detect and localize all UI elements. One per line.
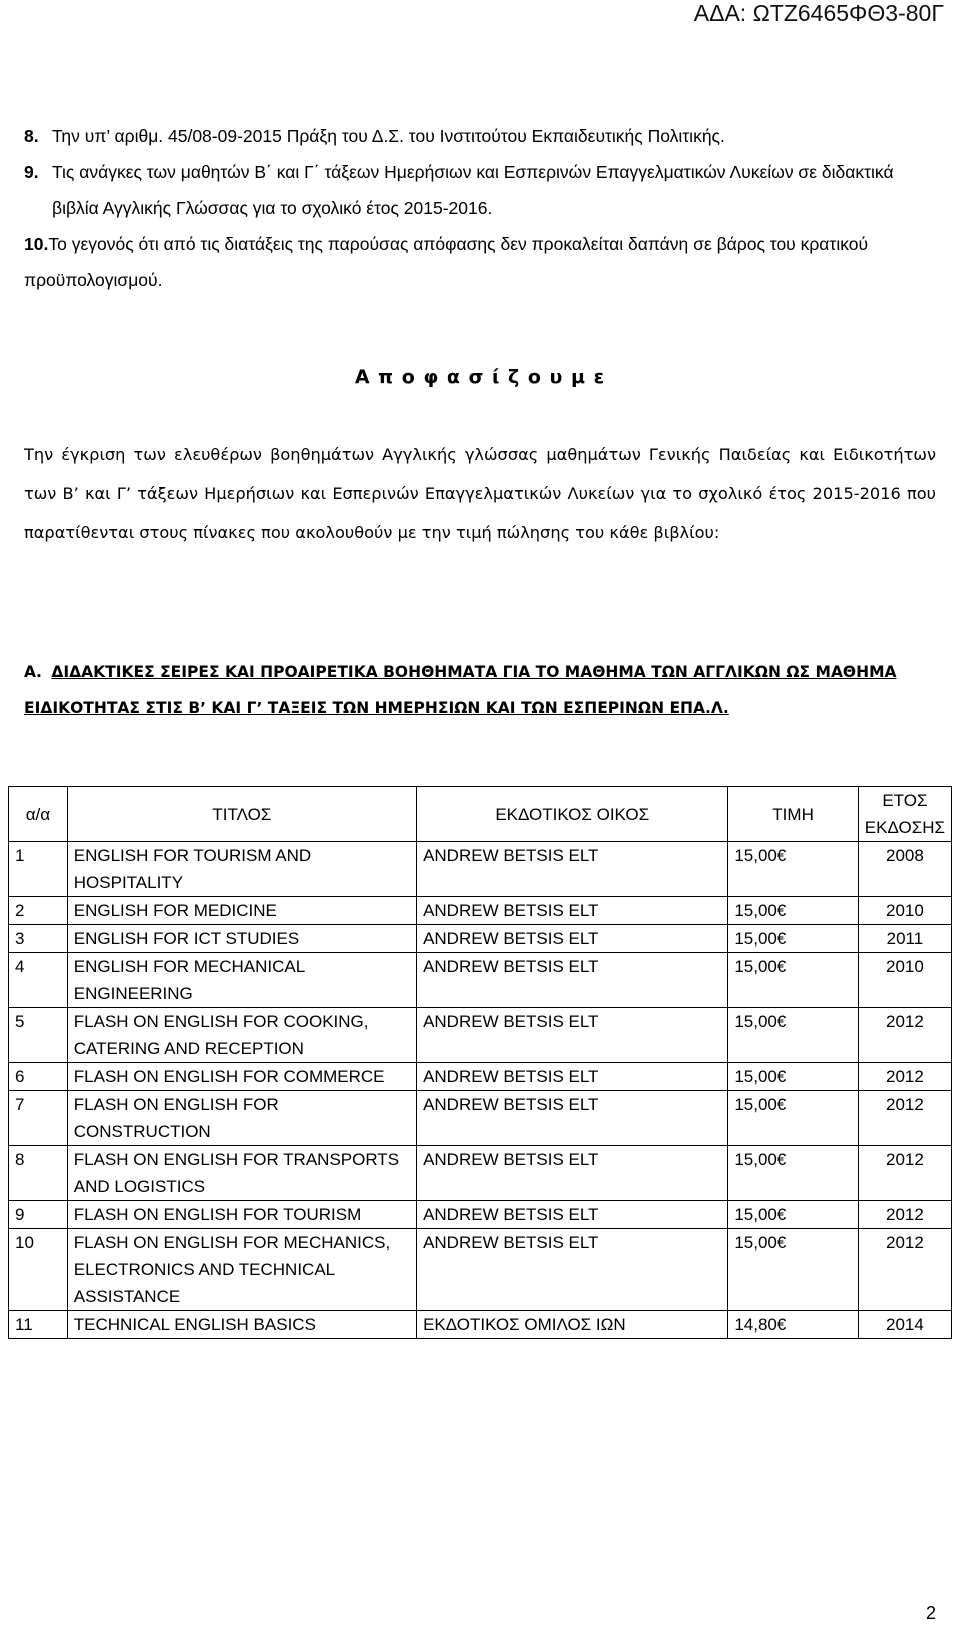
cell-title: FLASH ON ENGLISH FOR COMMERCE <box>67 1063 416 1091</box>
table-row <box>9 1063 952 1091</box>
cell-title: FLASH ON ENGLISH FOR TOURISM <box>67 1201 416 1229</box>
table-row <box>9 1229 952 1311</box>
cell-aa: 7 <box>9 1091 68 1146</box>
cell-price: 15,00€ <box>728 1229 858 1311</box>
cell-title: ENGLISH FOR MEDICINE <box>67 897 416 925</box>
section-letter: Α. <box>24 663 42 681</box>
header-year-line1: ΕΤΟΣ <box>882 791 928 810</box>
cell-publisher: ANDREW BETSIS ELT <box>417 1008 728 1063</box>
cell-publisher: ANDREW BETSIS ELT <box>417 1201 728 1229</box>
section-title-text: ΔΙΔΑΚΤΙΚΕΣ ΣΕΙΡΕΣ ΚΑΙ ΠΡΟΑΙΡΕΤΙΚΑ ΒΟΗΘΗΜΑΤΑ ΓΙΑ ΤΟ ΜΑΘΗΜΑ ΤΩΝ ΑΓΓΛΙΚΩΝ ΩΣ ΜΑΘΗΜΑ ΕΙΔΙΚΟΤΗΤΑΣ ΣΤΙΣ Β’ ΚΑΙ Γ’ ΤΑΞΕΙΣ ΤΩΝ ΗΜΕΡΗΣΙΩΝ ΚΑΙ ΤΩΝ ΕΣΠΕΡΙΝΩΝ ΕΠΑ.Λ. <box>24 663 897 717</box>
table-row <box>9 1091 952 1146</box>
table-row <box>9 1311 952 1339</box>
item-number: 9. <box>24 162 39 182</box>
item-text: Τις ανάγκες των μαθητών Β΄ και Γ΄ τάξεων Ημερήσιων και Εσπερινών Επαγγελματικών Λυκείων σε διδακτικά βιβλία Αγγλικής Γλώσσας για το σχολικό έτος 2015-2016. <box>52 162 894 218</box>
decision-paragraph: Την έγκριση των ελευθέρων βοηθημάτων Αγγλικής γλώσσας μαθημάτων Γενικής Παιδείας και Ειδικοτήτων των Β’ και Γ’ τάξεων Ημερήσιων και Εσπερινών Επαγγελματικών Λυκείων για το σχολικό έτος 2015-2016 που παρατίθενται στους πίνακες που ακολουθούν με την τιμή πώλησης του κάθε βιβλίου: <box>24 445 936 542</box>
cell-aa: 5 <box>9 1008 68 1063</box>
cell-publisher: ANDREW BETSIS ELT <box>417 897 728 925</box>
cell-price: 15,00€ <box>728 897 858 925</box>
cell-aa: 9 <box>9 1201 68 1229</box>
table-row <box>9 897 952 925</box>
considerations-list <box>24 118 936 298</box>
cell-year: 2012 <box>858 1008 951 1063</box>
header-aa: α/α <box>9 787 68 842</box>
table-header-row <box>9 787 952 842</box>
item-number: 10. <box>24 234 49 254</box>
consideration-item <box>24 226 936 298</box>
cell-aa: 6 <box>9 1063 68 1091</box>
cell-year: 2014 <box>858 1311 951 1339</box>
cell-year: 2012 <box>858 1229 951 1311</box>
cell-price: 15,00€ <box>728 1063 858 1091</box>
item-text: Το γεγονός ότι από τις διατάξεις της παρούσας απόφασης δεν προκαλείται δαπάνη σε βάρος του κρατικού προϋπολογισμού. <box>24 234 869 290</box>
cell-aa: 10 <box>9 1229 68 1311</box>
cell-year: 2010 <box>858 953 951 1008</box>
table-row <box>9 953 952 1008</box>
cell-aa: 11 <box>9 1311 68 1339</box>
cell-title: FLASH ON ENGLISH FOR MECHANICS, ELECTRONICS AND TECHNICAL ASSISTANCE <box>67 1229 416 1311</box>
cell-aa: 1 <box>9 842 68 897</box>
cell-aa: 4 <box>9 953 68 1008</box>
table-row <box>9 842 952 897</box>
table-row <box>9 1201 952 1229</box>
item-number: 8. <box>24 126 39 146</box>
table-row <box>9 1146 952 1201</box>
decision-heading: Α π ο φ α σ ί ζ ο υ μ ε <box>354 366 606 388</box>
cell-price: 15,00€ <box>728 1091 858 1146</box>
cell-aa: 8 <box>9 1146 68 1201</box>
cell-title: FLASH ON ENGLISH FOR TRANSPORTS AND LOGISTICS <box>67 1146 416 1201</box>
cell-price: 14,80€ <box>728 1311 858 1339</box>
cell-price: 15,00€ <box>728 953 858 1008</box>
cell-publisher: ANDREW BETSIS ELT <box>417 953 728 1008</box>
table-row <box>9 1008 952 1063</box>
cell-price: 15,00€ <box>728 842 858 897</box>
cell-aa: 2 <box>9 897 68 925</box>
consideration-item <box>24 118 936 154</box>
header-title: ΤΙΤΛΟΣ <box>67 787 416 842</box>
cell-aa: 3 <box>9 925 68 953</box>
books-table <box>8 786 952 1339</box>
header-year <box>858 787 951 842</box>
header-price: ΤΙΜΗ <box>728 787 858 842</box>
cell-year: 2012 <box>858 1146 951 1201</box>
cell-price: 15,00€ <box>728 1201 858 1229</box>
cell-price: 15,00€ <box>728 925 858 953</box>
cell-title: TECHNICAL ENGLISH BASICS <box>67 1311 416 1339</box>
cell-title: ENGLISH FOR TOURISM AND HOSPITALITY <box>67 842 416 897</box>
cell-year: 2012 <box>858 1091 951 1146</box>
cell-title: FLASH ON ENGLISH FOR COOKING, CATERING AND RECEPTION <box>67 1008 416 1063</box>
cell-title: ENGLISH FOR ICT STUDIES <box>67 925 416 953</box>
cell-price: 15,00€ <box>728 1008 858 1063</box>
cell-year: 2012 <box>858 1201 951 1229</box>
cell-year: 2011 <box>858 925 951 953</box>
cell-year: 2012 <box>858 1063 951 1091</box>
cell-publisher: ANDREW BETSIS ELT <box>417 1146 728 1201</box>
cell-year: 2010 <box>858 897 951 925</box>
header-year-line2: ΕΚΔΟΣΗΣ <box>864 818 945 837</box>
table-row <box>9 925 952 953</box>
cell-title: ENGLISH FOR MECHANICAL ENGINEERING <box>67 953 416 1008</box>
cell-year: 2008 <box>858 842 951 897</box>
consideration-item <box>24 154 936 226</box>
cell-publisher: ANDREW BETSIS ELT <box>417 842 728 897</box>
item-text: Την υπ’ αριθμ. 45/08-09-2015 Πράξη του Δ.Σ. του Ινστιτούτου Εκπαιδευτικής Πολιτικής. <box>52 126 725 146</box>
cell-publisher: ANDREW BETSIS ELT <box>417 1229 728 1311</box>
section-title <box>24 654 944 726</box>
cell-publisher: ΕΚΔΟΤΙΚΟΣ ΟΜΙΛΟΣ ΙΩΝ <box>417 1311 728 1339</box>
cell-publisher: ANDREW BETSIS ELT <box>417 925 728 953</box>
cell-publisher: ANDREW BETSIS ELT <box>417 1063 728 1091</box>
page-number: 2 <box>925 1603 936 1623</box>
cell-title: FLASH ON ENGLISH FOR CONSTRUCTION <box>67 1091 416 1146</box>
header-publisher: ΕΚΔΟΤΙΚΟΣ ΟΙΚΟΣ <box>417 787 728 842</box>
cell-price: 15,00€ <box>728 1146 858 1201</box>
ada-code: ΑΔΑ: ΩΤΖ6465ΦΘ3-80Γ <box>693 0 944 26</box>
cell-publisher: ANDREW BETSIS ELT <box>417 1091 728 1146</box>
